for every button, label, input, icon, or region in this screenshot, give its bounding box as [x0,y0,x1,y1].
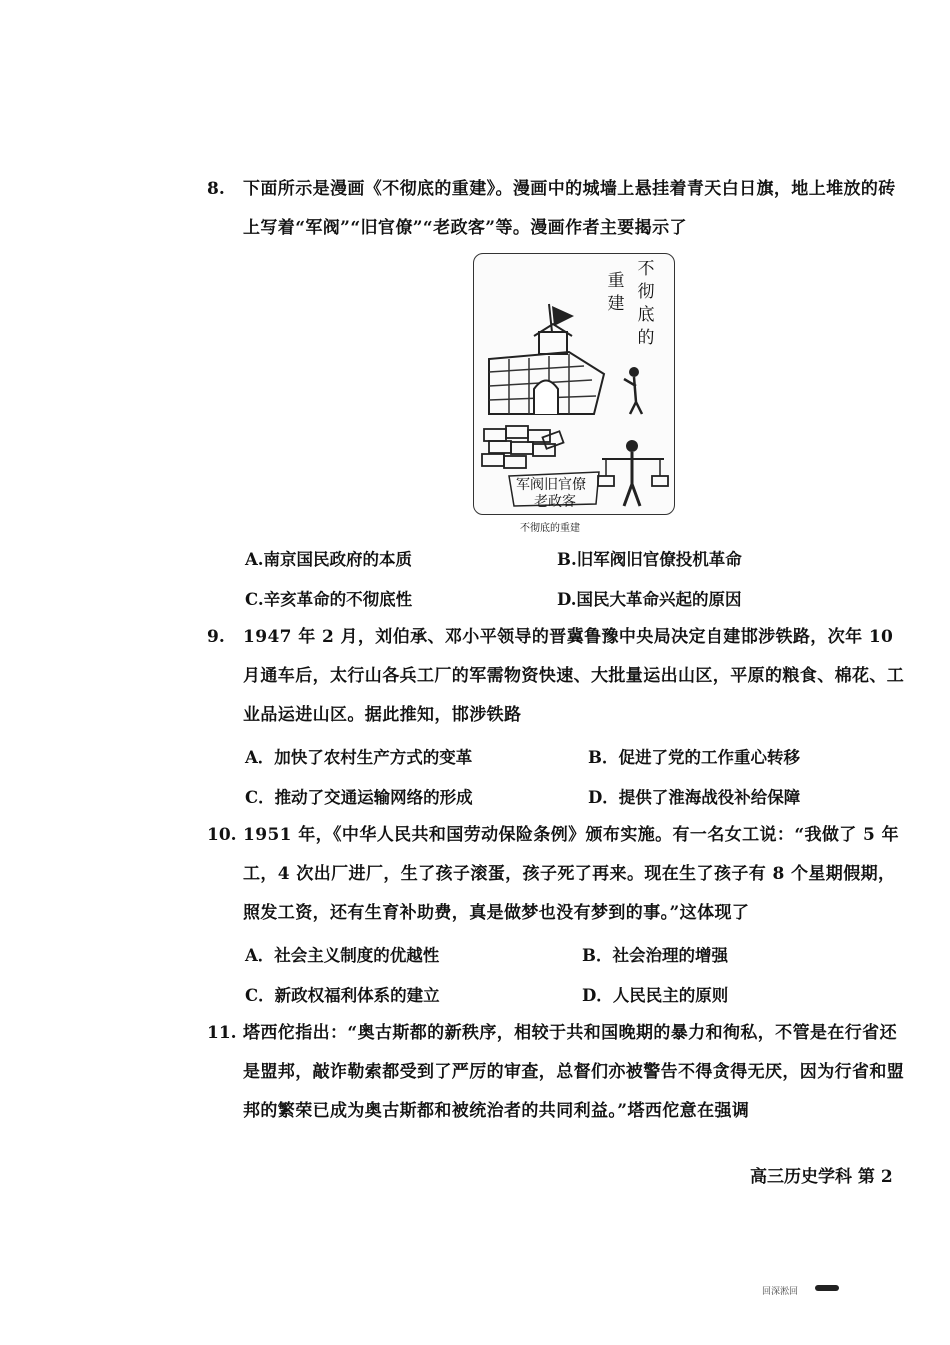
q9-option-b: B．促进了党的工作重心转移 [588,748,800,767]
question-10 [207,816,907,933]
question-9 [207,618,907,735]
q10-option-c: C．新政权福利体系的建立 [245,986,440,1005]
cartoon-caption: 不彻底的重建 [520,523,580,534]
cartoon-title-col2: 不彻底的 [637,259,655,348]
brick-label-1: 军阀旧官僚 [516,477,586,493]
q9-option-d: D．提供了淮海战役补给保障 [588,788,801,807]
q8-option-a: A.南京国民政府的本质 [245,550,413,569]
page-footer: 高三历史学科 第 2 [750,1167,893,1187]
q9-option-a: A．加快了农村生产方式的变革 [245,748,473,767]
scan-stamp: 回深淞回 [762,1287,799,1297]
brick-label-2: 老政客 [534,494,576,510]
cartoon-image [473,253,675,515]
question-number: 8. [207,179,225,199]
question-stem: 塔西佗指出：“奥古斯都的新秩序，相较于共和国晚期的暴力和徇私，不管是在行省还是盟邦，敲诈勒索都受到了严厉的审查，总督们亦被警告不得贪得无厌，因为行省和盟邦的繁荣已成为奥古斯都和被统治者的共同利益。”塔西佗意在强调 [243,1023,905,1121]
question-number: 11. [207,1023,237,1043]
q8-option-d: D.国民大革命兴起的原因 [557,590,742,609]
q10-option-d: D．人民民主的原则 [582,986,729,1005]
question-number: 9. [207,627,225,647]
question-stem: 下面所示是漫画《不彻底的重建》。漫画中的城墙上悬挂着青天白日旗，地上堆放的砖上写着“军阀”“旧官僚”“老政客”等。漫画作者主要揭示了 [243,179,896,238]
cartoon-title-col1: 重建 [607,271,625,314]
q10-option-b: B．社会治理的增强 [582,946,728,965]
q8-option-c: C.辛亥革命的不彻底性 [245,590,413,609]
scan-stamp-mark [815,1285,839,1291]
question-8 [207,170,907,248]
question-stem: 1947 年 2 月，刘伯承、邓小平领导的晋冀鲁豫中央局决定自建邯涉铁路，次年 10 月通车后，太行山各兵工厂的军需物资快速、大批量运出山区，平原的粮食、棉花、工业品运进山区。据此推知，邯涉铁路 [243,627,905,725]
q10-option-a: A．社会主义制度的优越性 [245,946,440,965]
question-11 [207,1014,907,1131]
question-stem: 1951 年，《中华人民共和国劳动保险条例》颁布实施。有一名女工说：“我做了 5 年工，4 次出厂进厂，生了孩子滚蛋，孩子死了再来。现在生了孩子有 8 个星期假期，照发工资，还有生育补助费，真是做梦也没有梦到的事。”这体现了 [243,825,899,923]
q8-option-b: B.旧军阀旧官僚投机革命 [557,550,742,569]
q9-option-c: C．推动了交通运输网络的形成 [245,788,473,807]
question-number: 10. [207,825,237,845]
